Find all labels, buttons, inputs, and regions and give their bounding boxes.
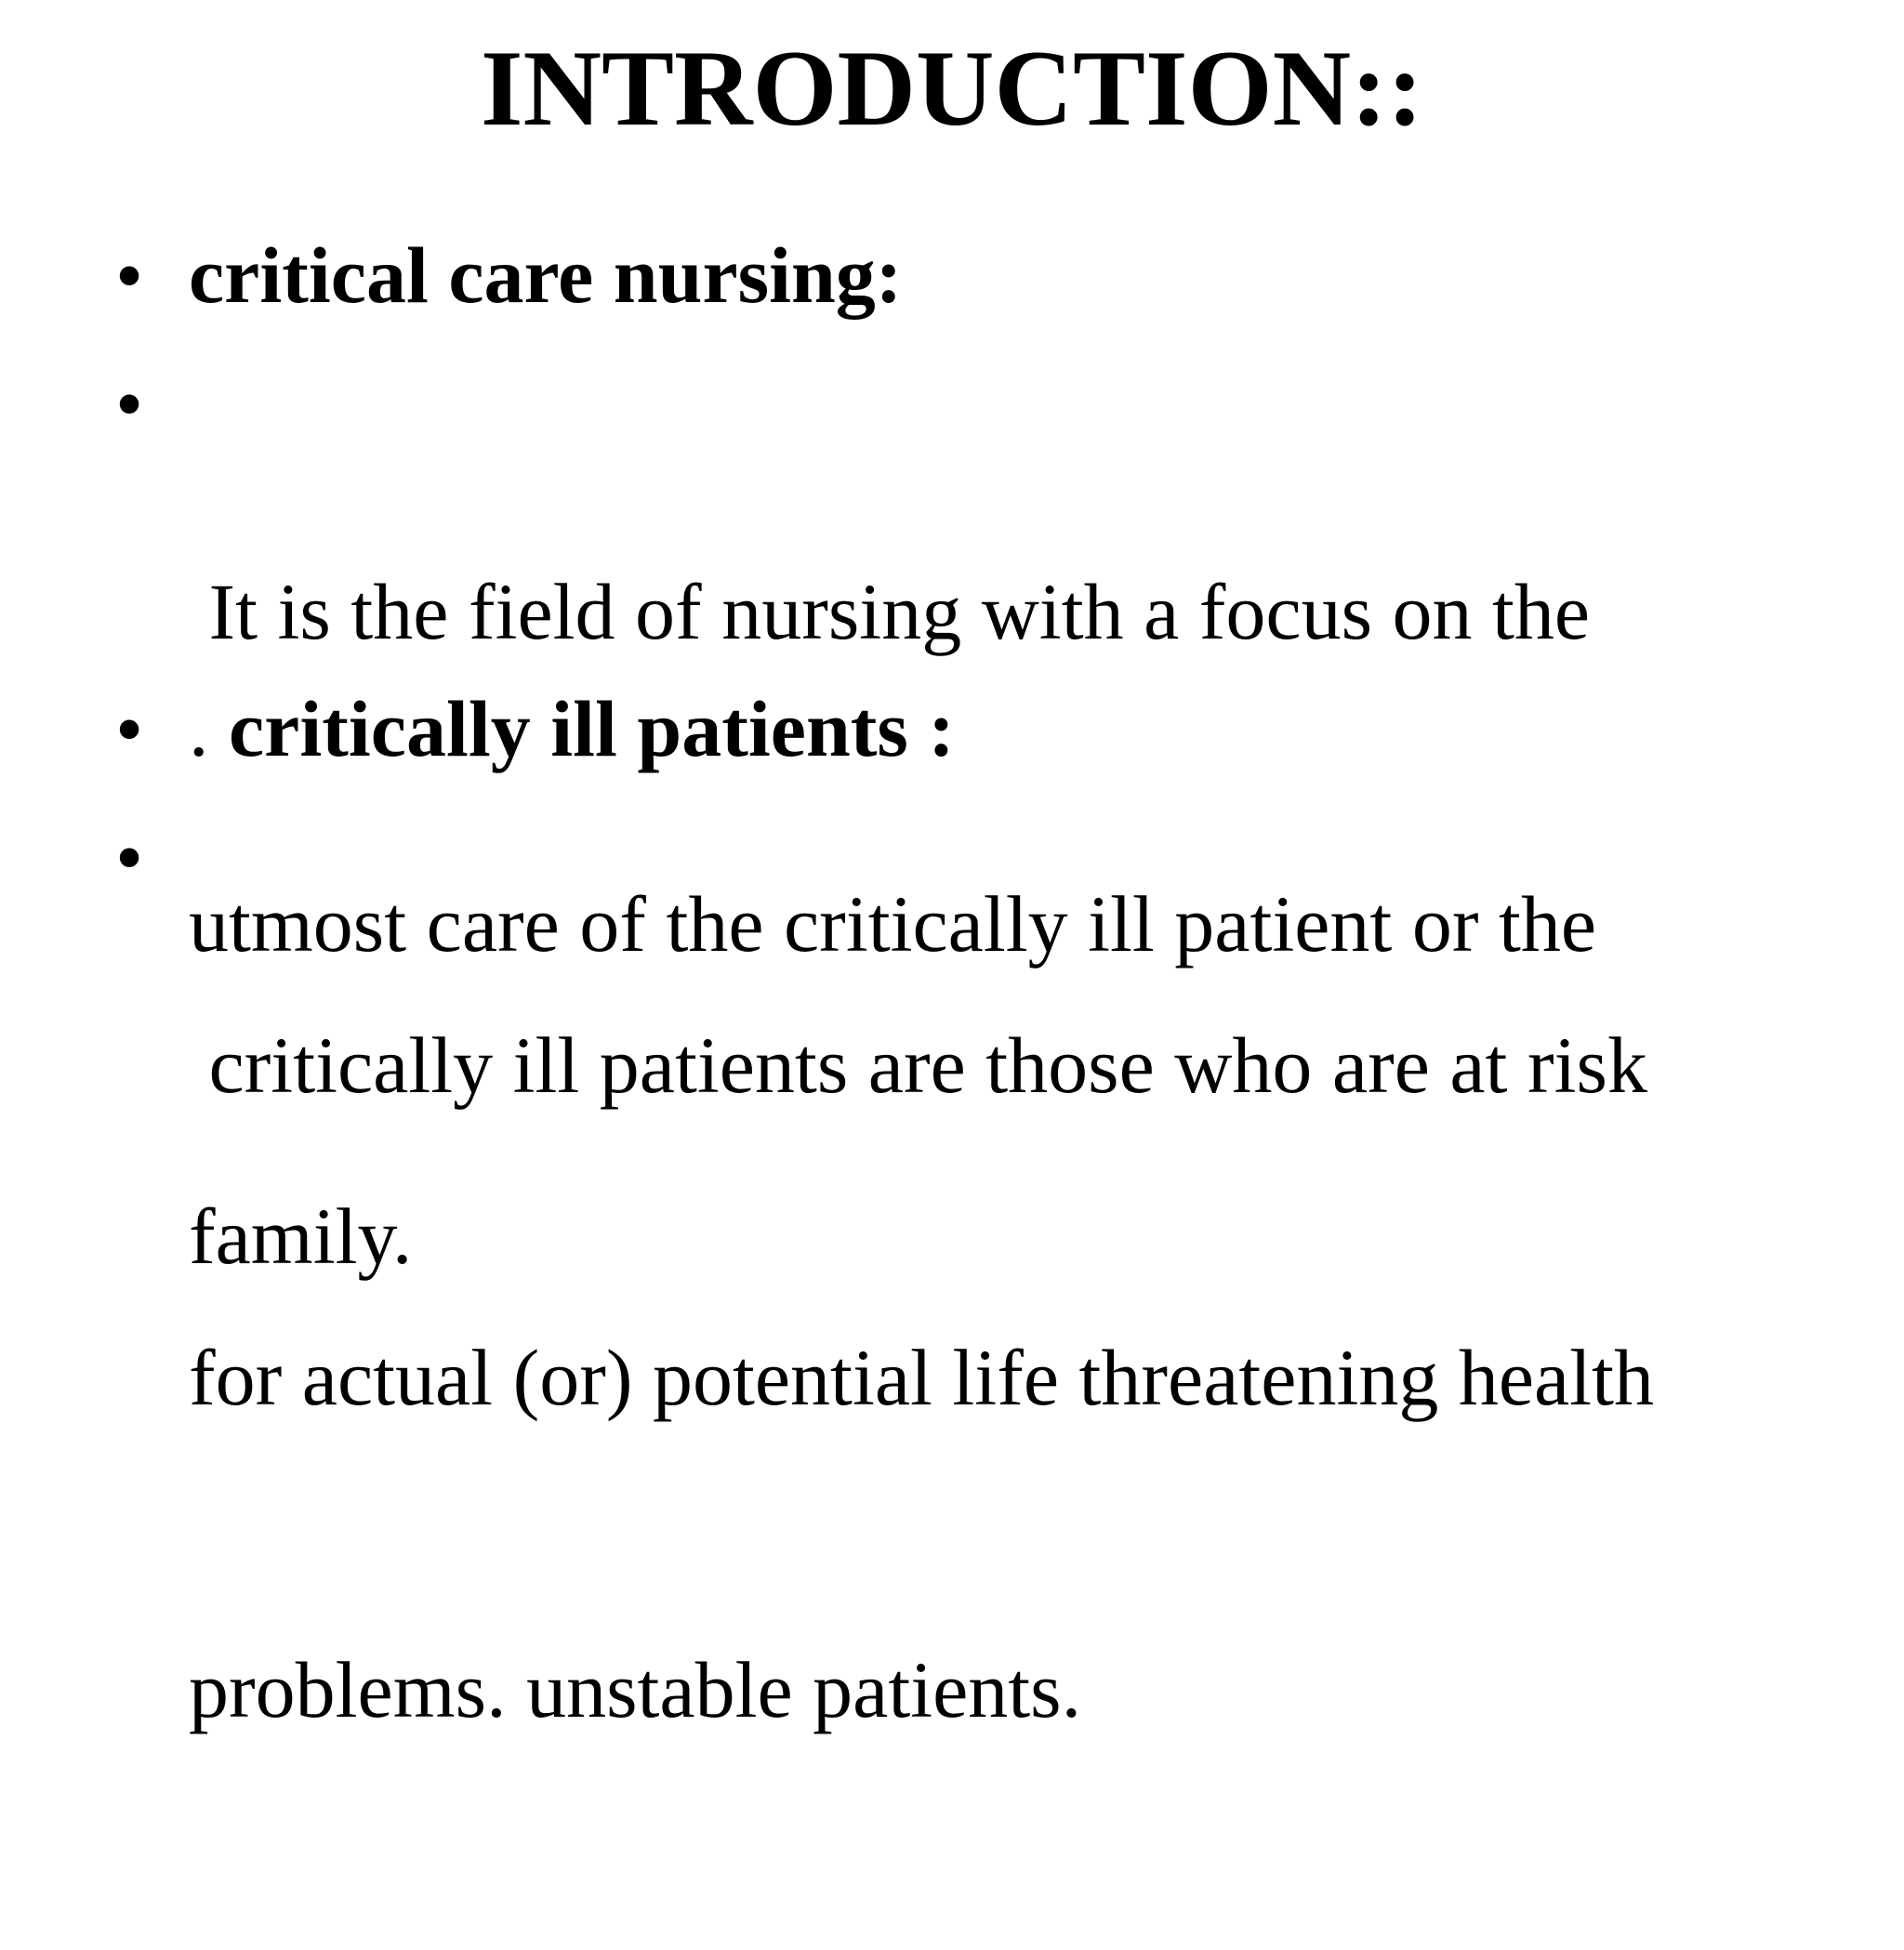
- bullet-heading-line: [189, 677, 1825, 781]
- bullet-body: [189, 805, 1825, 1950]
- bullet-line: for actual (or) potential life threatening health: [189, 1333, 1654, 1422]
- slide-title: INTRODUCTION::: [480, 29, 1424, 149]
- bullet-line: utmost care of the critically ill patient or the: [189, 879, 1597, 968]
- bullet-line: family.: [189, 1192, 413, 1281]
- bullet-line: It is the field of nursing with a focus on the: [189, 567, 1591, 656]
- bullet-marker: •: [115, 359, 144, 448]
- bullet-marker: •: [115, 684, 144, 773]
- bullet-prefix: .: [189, 684, 229, 773]
- bullet-heading: critical care nursing:: [189, 231, 903, 320]
- bullet-line: critically ill patients are those who are at risk: [189, 1021, 1647, 1110]
- bullet-line: problems. unstable patients.: [189, 1645, 1082, 1734]
- bullet-marker: •: [115, 231, 144, 320]
- bullet-heading: critically ill patients :: [229, 684, 956, 773]
- bullet-marker: •: [115, 812, 144, 902]
